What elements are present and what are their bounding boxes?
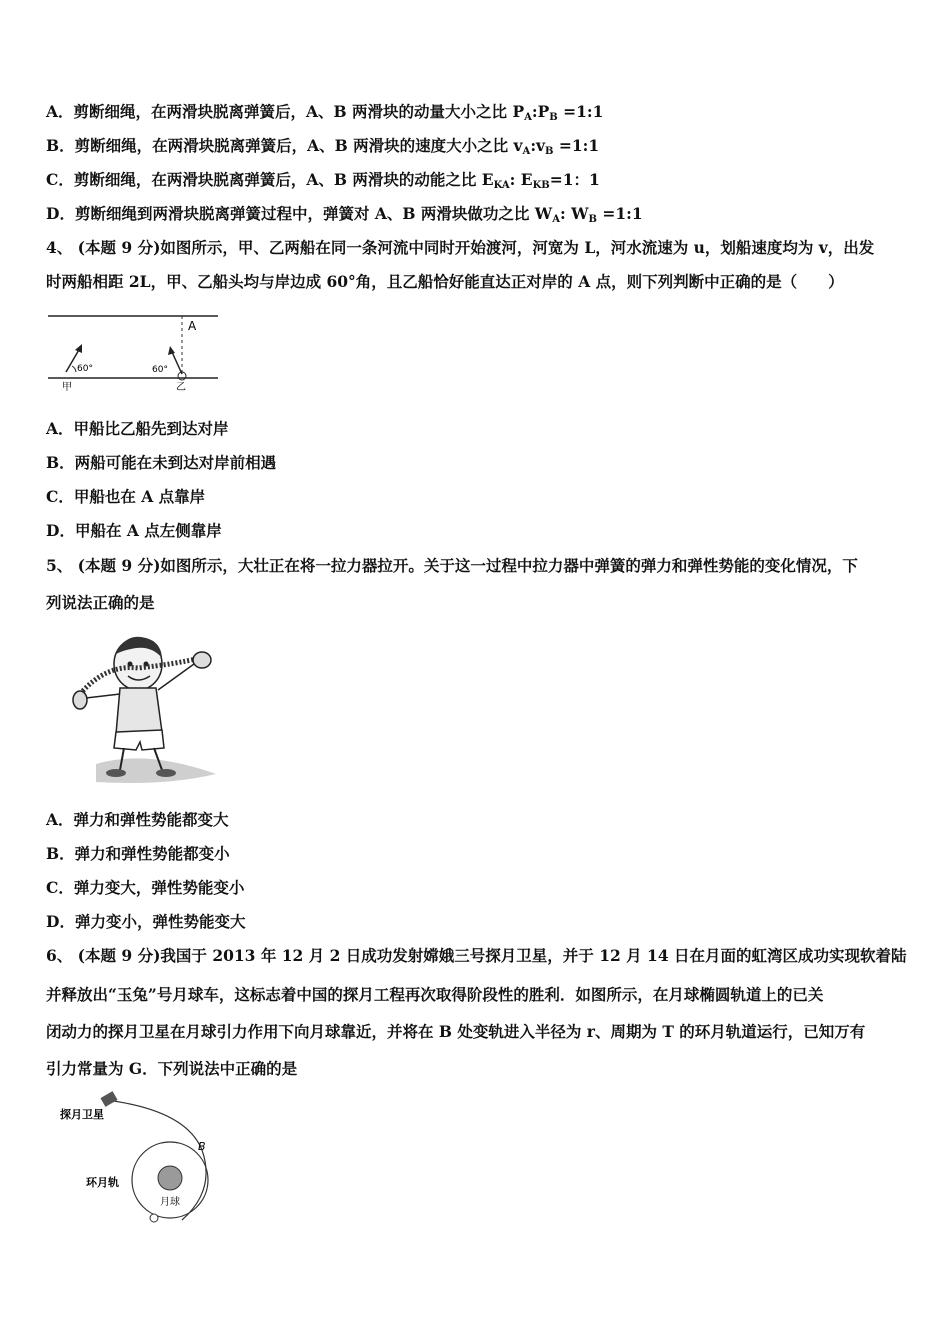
- svg-text:60°: 60°: [152, 365, 168, 375]
- figure-label-a: A: [188, 319, 197, 333]
- q5-option-d: D．弹力变小，弹性势能变大: [46, 912, 246, 931]
- q6-stem-line1: 6、 (本题 9 分)我国于 2013 年 12 月 2 日成功发射嫦娥三号探月卫星，并于 12 月 14 日在月面的虹湾区成功实现软着陆: [46, 946, 907, 965]
- q4-stem-line2: 时两船相距 2L，甲、乙船头均与岸边成 60°角，且乙船恰好能直达正对岸的 A 点，则下列判断中正确的是（ ）: [46, 272, 844, 291]
- q4-option-b: B．两船可能在未到达对岸前相遇: [46, 453, 277, 472]
- figure-label-b: B: [198, 1140, 206, 1153]
- q4-option-d: D．甲船在 A 点左侧靠岸: [46, 521, 222, 540]
- q5-expander-figure: [66, 624, 226, 790]
- q4-option-c: C．甲船也在 A 点靠岸: [46, 487, 206, 506]
- q5-stem-line2: 列说法正确的是: [46, 593, 155, 612]
- svg-text:乙: 乙: [176, 382, 186, 392]
- q3-option-b: B．剪断细绳，在两滑块脱离弹簧后，A、B 两滑块的速度大小之比 $v_A:v_B$ =1:1: [46, 136, 600, 157]
- figure-label-moon: 月球: [160, 1197, 180, 1208]
- figure-label-satellite: 探月卫星: [60, 1108, 104, 1121]
- q4-river-figure: [46, 308, 226, 392]
- figure-label-orbit: 环月轨: [86, 1176, 119, 1189]
- q4-stem-line1: 4、 (本题 9 分)如图所示，甲、乙两船在同一条河流中同时开始渡河，河宽为 L，河水流速为 u，划船速度均为 v，出发: [46, 238, 875, 257]
- q5-stem-line1: 5、 (本题 9 分)如图所示，大壮正在将一拉力器拉开。关于这一过程中拉力器中弹簧的弹力和弹性势能的变化情况，下: [46, 556, 858, 575]
- q3-option-a: A．剪断细绳，在两滑块脱离弹簧后，A、B 两滑块的动量大小之比 $P_A:P_B$ =1:1: [46, 102, 604, 123]
- q6-stem-line3: 闭动力的探月卫星在月球引力作用下向月球靠近，并将在 B 处变轨进入半径为 r、周期为 T 的环月轨道运行，已知万有: [46, 1022, 866, 1041]
- q5-option-b: B．弹力和弹性势能都变小: [46, 844, 230, 863]
- svg-text:60°: 60°: [77, 364, 93, 374]
- q3-option-c: C．剪断细绳，在两滑块脱离弹簧后，A、B 两滑块的动能之比 $E_{KA}$: $E_{KB}=1$：1: [46, 170, 600, 191]
- q3-option-d: D．剪断细绳到两滑块脱离弹簧过程中，弹簧对 A、B 两滑块做功之比 $W_A$: $W_B$ =1:1: [46, 204, 643, 225]
- q6-orbit-figure: [56, 1090, 226, 1230]
- q6-stem-line4: 引力常量为 G．下列说法中正确的是: [46, 1059, 298, 1078]
- svg-text:甲: 甲: [62, 382, 72, 392]
- q6-stem-line2: 并释放出“玉兔”号月球车，这标志着中国的探月工程再次取得阶段性的胜利．如图所示，在月球椭圆轨道上的已关: [46, 985, 824, 1004]
- q5-option-a: A．弹力和弹性势能都变大: [46, 810, 229, 829]
- q5-option-c: C．弹力变大，弹性势能变小: [46, 878, 245, 897]
- q4-option-a: A．甲船比乙船先到达对岸: [46, 419, 229, 438]
